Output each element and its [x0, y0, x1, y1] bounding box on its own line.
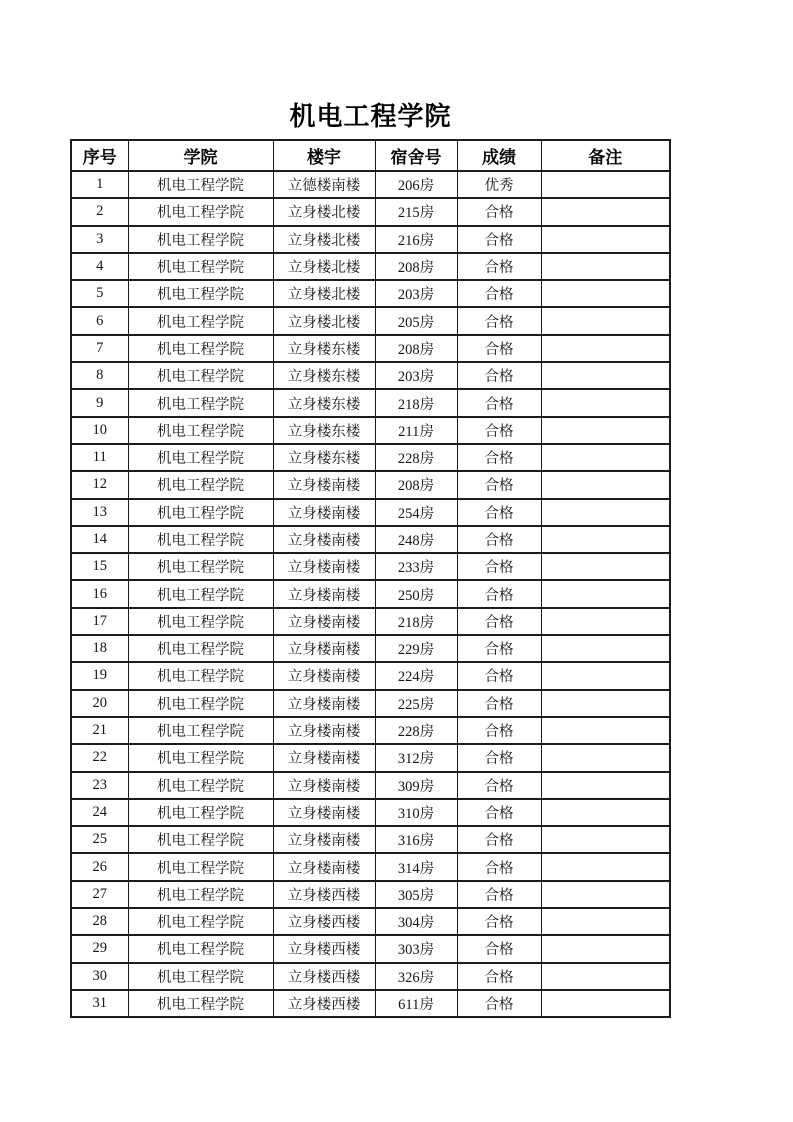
cell-room: 215房	[375, 198, 457, 225]
cell-no: 13	[71, 499, 128, 526]
cell-note	[541, 417, 670, 444]
cell-room: 218房	[375, 608, 457, 635]
cell-building: 立身楼南楼	[273, 826, 375, 853]
cell-note	[541, 499, 670, 526]
cell-college: 机电工程学院	[128, 990, 273, 1017]
cell-no: 11	[71, 444, 128, 471]
table-row	[71, 662, 670, 689]
cell-building: 立身楼西楼	[273, 990, 375, 1017]
table-row	[71, 417, 670, 444]
cell-building: 立身楼北楼	[273, 198, 375, 225]
cell-room: 316房	[375, 826, 457, 853]
cell-room: 309房	[375, 772, 457, 799]
cell-note	[541, 853, 670, 880]
cell-room: 310房	[375, 799, 457, 826]
cell-grade: 合格	[457, 444, 541, 471]
cell-no: 10	[71, 417, 128, 444]
cell-note	[541, 253, 670, 280]
cell-note	[541, 717, 670, 744]
cell-note	[541, 444, 670, 471]
cell-building: 立身楼北楼	[273, 226, 375, 253]
cell-room: 203房	[375, 362, 457, 389]
cell-note	[541, 171, 670, 198]
cell-no: 2	[71, 198, 128, 225]
cell-room: 326房	[375, 963, 457, 990]
cell-note	[541, 990, 670, 1017]
cell-building: 立身楼北楼	[273, 280, 375, 307]
cell-grade: 合格	[457, 963, 541, 990]
cell-no: 7	[71, 335, 128, 362]
cell-building: 立身楼南楼	[273, 471, 375, 498]
table-row	[71, 580, 670, 607]
cell-room: 205房	[375, 307, 457, 334]
table-container	[70, 139, 671, 1018]
cell-no: 22	[71, 744, 128, 771]
cell-no: 15	[71, 553, 128, 580]
cell-college: 机电工程学院	[128, 608, 273, 635]
cell-no: 8	[71, 362, 128, 389]
cell-grade: 合格	[457, 580, 541, 607]
cell-note	[541, 799, 670, 826]
cell-college: 机电工程学院	[128, 963, 273, 990]
cell-building: 立身楼东楼	[273, 444, 375, 471]
cell-building: 立身楼南楼	[273, 744, 375, 771]
cell-no: 28	[71, 908, 128, 935]
cell-building: 立身楼南楼	[273, 635, 375, 662]
cell-college: 机电工程学院	[128, 499, 273, 526]
cell-college: 机电工程学院	[128, 580, 273, 607]
cell-college: 机电工程学院	[128, 171, 273, 198]
cell-room: 254房	[375, 499, 457, 526]
table-row	[71, 799, 670, 826]
cell-building: 立身楼南楼	[273, 717, 375, 744]
cell-room: 303房	[375, 935, 457, 962]
cell-college: 机电工程学院	[128, 690, 273, 717]
cell-no: 29	[71, 935, 128, 962]
cell-room: 228房	[375, 444, 457, 471]
table-row	[71, 717, 670, 744]
cell-building: 立身楼西楼	[273, 881, 375, 908]
cell-room: 224房	[375, 662, 457, 689]
table-row	[71, 307, 670, 334]
cell-college: 机电工程学院	[128, 444, 273, 471]
table-row	[71, 908, 670, 935]
cell-college: 机电工程学院	[128, 772, 273, 799]
column-header: 成绩	[457, 140, 541, 171]
cell-no: 20	[71, 690, 128, 717]
cell-note	[541, 826, 670, 853]
cell-no: 19	[71, 662, 128, 689]
cell-no: 18	[71, 635, 128, 662]
cell-grade: 合格	[457, 389, 541, 416]
page-title: 机电工程学院	[289, 101, 452, 131]
cell-grade: 合格	[457, 499, 541, 526]
cell-grade: 合格	[457, 335, 541, 362]
table-row	[71, 826, 670, 853]
cell-no: 5	[71, 280, 128, 307]
cell-college: 机电工程学院	[128, 553, 273, 580]
cell-building: 立身楼南楼	[273, 662, 375, 689]
cell-grade: 合格	[457, 662, 541, 689]
cell-note	[541, 744, 670, 771]
cell-note	[541, 690, 670, 717]
cell-no: 25	[71, 826, 128, 853]
cell-building: 立身楼西楼	[273, 935, 375, 962]
cell-grade: 合格	[457, 799, 541, 826]
cell-note	[541, 881, 670, 908]
cell-room: 216房	[375, 226, 457, 253]
cell-college: 机电工程学院	[128, 280, 273, 307]
table-row	[71, 553, 670, 580]
cell-grade: 合格	[457, 608, 541, 635]
table-row	[71, 935, 670, 962]
cell-building: 立身楼南楼	[273, 799, 375, 826]
cell-college: 机电工程学院	[128, 881, 273, 908]
cell-college: 机电工程学院	[128, 335, 273, 362]
cell-grade: 合格	[457, 772, 541, 799]
table-body	[71, 171, 670, 1017]
header-row	[71, 140, 670, 171]
cell-no: 23	[71, 772, 128, 799]
cell-note	[541, 963, 670, 990]
table-row	[71, 963, 670, 990]
table-row	[71, 444, 670, 471]
cell-room: 206房	[375, 171, 457, 198]
table-row	[71, 335, 670, 362]
cell-college: 机电工程学院	[128, 799, 273, 826]
cell-note	[541, 226, 670, 253]
cell-note	[541, 471, 670, 498]
cell-grade: 合格	[457, 690, 541, 717]
cell-no: 24	[71, 799, 128, 826]
cell-room: 305房	[375, 881, 457, 908]
cell-no: 17	[71, 608, 128, 635]
cell-building: 立身楼南楼	[273, 608, 375, 635]
cell-building: 立身楼西楼	[273, 908, 375, 935]
cell-building: 立身楼南楼	[273, 499, 375, 526]
cell-note	[541, 526, 670, 553]
cell-note	[541, 772, 670, 799]
table-row	[71, 226, 670, 253]
cell-grade: 合格	[457, 526, 541, 553]
cell-note	[541, 935, 670, 962]
cell-college: 机电工程学院	[128, 717, 273, 744]
cell-note	[541, 553, 670, 580]
cell-no: 27	[71, 881, 128, 908]
cell-grade: 合格	[457, 990, 541, 1017]
cell-building: 立身楼北楼	[273, 307, 375, 334]
cell-room: 203房	[375, 280, 457, 307]
cell-college: 机电工程学院	[128, 471, 273, 498]
cell-room: 233房	[375, 553, 457, 580]
cell-college: 机电工程学院	[128, 362, 273, 389]
cell-college: 机电工程学院	[128, 635, 273, 662]
table-row	[71, 881, 670, 908]
cell-no: 14	[71, 526, 128, 553]
cell-note	[541, 198, 670, 225]
cell-room: 248房	[375, 526, 457, 553]
cell-room: 611房	[375, 990, 457, 1017]
table-row	[71, 280, 670, 307]
cell-college: 机电工程学院	[128, 307, 273, 334]
cell-building: 立身楼北楼	[273, 253, 375, 280]
cell-building: 立德楼南楼	[273, 171, 375, 198]
cell-no: 26	[71, 853, 128, 880]
table-row	[71, 499, 670, 526]
cell-no: 12	[71, 471, 128, 498]
cell-room: 250房	[375, 580, 457, 607]
cell-room: 208房	[375, 253, 457, 280]
cell-building: 立身楼南楼	[273, 580, 375, 607]
cell-note	[541, 608, 670, 635]
table-row	[71, 471, 670, 498]
column-header: 备注	[541, 140, 670, 171]
cell-college: 机电工程学院	[128, 908, 273, 935]
cell-grade: 合格	[457, 853, 541, 880]
cell-college: 机电工程学院	[128, 826, 273, 853]
cell-college: 机电工程学院	[128, 198, 273, 225]
cell-no: 21	[71, 717, 128, 744]
cell-college: 机电工程学院	[128, 226, 273, 253]
column-header: 序号	[71, 140, 128, 171]
cell-room: 218房	[375, 389, 457, 416]
dorm-grade-table	[70, 139, 671, 1018]
table-row	[71, 772, 670, 799]
table-row	[71, 526, 670, 553]
cell-college: 机电工程学院	[128, 417, 273, 444]
cell-grade: 合格	[457, 826, 541, 853]
cell-room: 312房	[375, 744, 457, 771]
cell-college: 机电工程学院	[128, 253, 273, 280]
cell-college: 机电工程学院	[128, 744, 273, 771]
cell-room: 314房	[375, 853, 457, 880]
cell-note	[541, 307, 670, 334]
table-row	[71, 635, 670, 662]
cell-room: 229房	[375, 635, 457, 662]
column-header: 学院	[128, 140, 273, 171]
cell-grade: 合格	[457, 881, 541, 908]
cell-building: 立身楼东楼	[273, 417, 375, 444]
cell-building: 立身楼东楼	[273, 389, 375, 416]
cell-room: 208房	[375, 335, 457, 362]
cell-grade: 合格	[457, 908, 541, 935]
table-row	[71, 690, 670, 717]
cell-building: 立身楼西楼	[273, 963, 375, 990]
cell-grade: 合格	[457, 198, 541, 225]
cell-note	[541, 280, 670, 307]
cell-no: 9	[71, 389, 128, 416]
cell-college: 机电工程学院	[128, 389, 273, 416]
cell-building: 立身楼南楼	[273, 526, 375, 553]
cell-room: 225房	[375, 690, 457, 717]
cell-no: 6	[71, 307, 128, 334]
cell-room: 304房	[375, 908, 457, 935]
cell-grade: 合格	[457, 226, 541, 253]
cell-no: 31	[71, 990, 128, 1017]
cell-college: 机电工程学院	[128, 853, 273, 880]
column-header: 宿舍号	[375, 140, 457, 171]
cell-note	[541, 335, 670, 362]
cell-grade: 优秀	[457, 171, 541, 198]
cell-building: 立身楼南楼	[273, 690, 375, 717]
cell-grade: 合格	[457, 417, 541, 444]
table-row	[71, 389, 670, 416]
cell-grade: 合格	[457, 253, 541, 280]
cell-room: 208房	[375, 471, 457, 498]
cell-grade: 合格	[457, 744, 541, 771]
cell-no: 1	[71, 171, 128, 198]
cell-college: 机电工程学院	[128, 662, 273, 689]
cell-note	[541, 580, 670, 607]
cell-college: 机电工程学院	[128, 526, 273, 553]
cell-grade: 合格	[457, 635, 541, 662]
cell-grade: 合格	[457, 362, 541, 389]
column-header: 楼宇	[273, 140, 375, 171]
table-row	[71, 171, 670, 198]
cell-no: 16	[71, 580, 128, 607]
cell-room: 228房	[375, 717, 457, 744]
table-row	[71, 608, 670, 635]
cell-building: 立身楼东楼	[273, 362, 375, 389]
table-row	[71, 253, 670, 280]
cell-grade: 合格	[457, 717, 541, 744]
cell-grade: 合格	[457, 471, 541, 498]
cell-note	[541, 908, 670, 935]
table-row	[71, 990, 670, 1017]
cell-building: 立身楼南楼	[273, 772, 375, 799]
cell-grade: 合格	[457, 553, 541, 580]
cell-grade: 合格	[457, 935, 541, 962]
cell-note	[541, 389, 670, 416]
cell-building: 立身楼南楼	[273, 553, 375, 580]
cell-no: 4	[71, 253, 128, 280]
table-row	[71, 362, 670, 389]
table-row	[71, 744, 670, 771]
cell-note	[541, 635, 670, 662]
table-row	[71, 198, 670, 225]
cell-building: 立身楼南楼	[273, 853, 375, 880]
cell-no: 30	[71, 963, 128, 990]
cell-no: 3	[71, 226, 128, 253]
cell-grade: 合格	[457, 307, 541, 334]
cell-building: 立身楼东楼	[273, 335, 375, 362]
cell-college: 机电工程学院	[128, 935, 273, 962]
cell-note	[541, 662, 670, 689]
cell-note	[541, 362, 670, 389]
cell-room: 211房	[375, 417, 457, 444]
table-row	[71, 853, 670, 880]
cell-grade: 合格	[457, 280, 541, 307]
